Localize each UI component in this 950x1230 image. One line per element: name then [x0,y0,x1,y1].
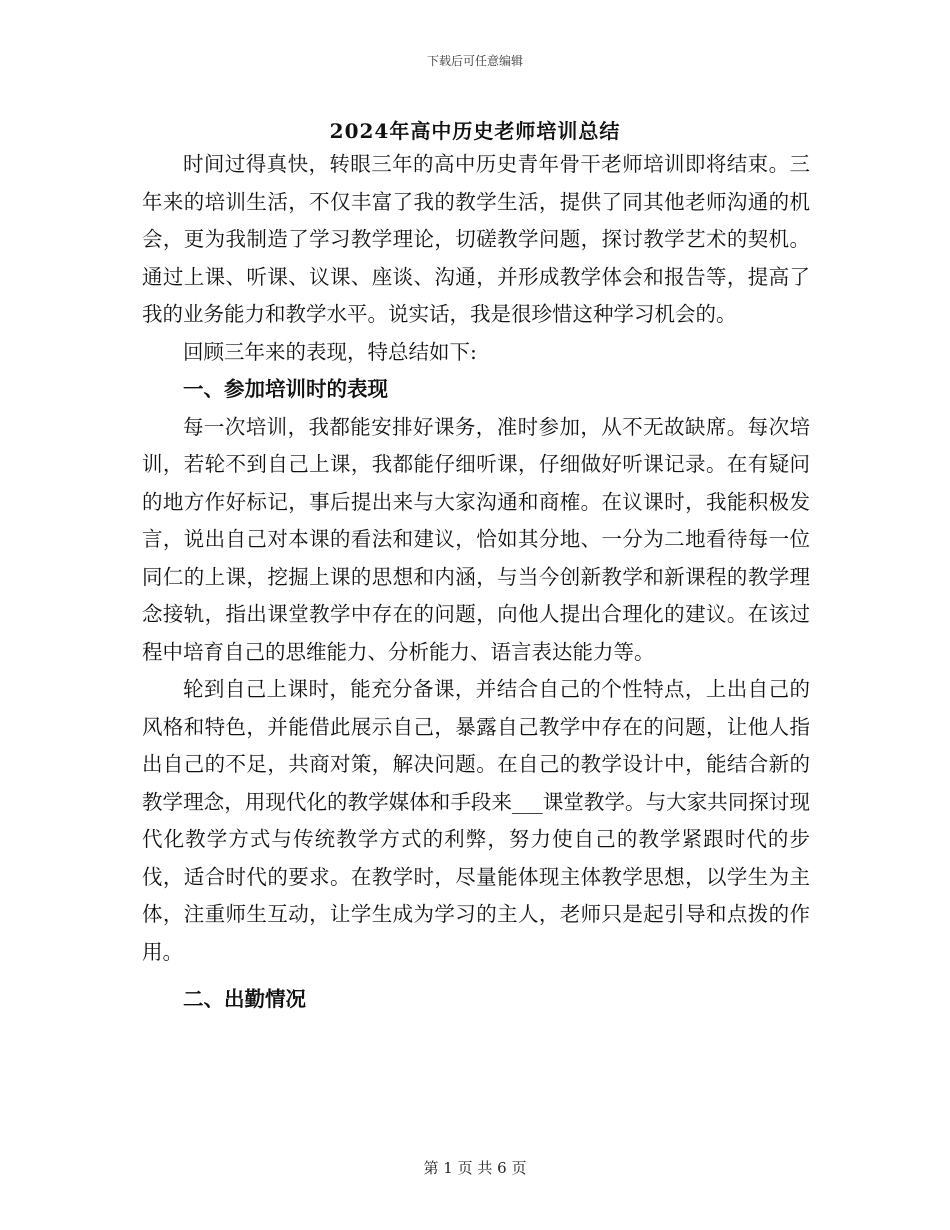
paragraph-summary-lead: 回顾三年来的表现，特总结如下: [183,339,477,364]
header-note: 下载后可任意编辑 [426,54,523,68]
page-footer: 第 1 页 共 6 页 [423,1159,527,1177]
section-heading-2: 二、出勤情况 [183,987,306,1011]
document-body [142,146,810,1019]
document-title: 2024年高中历史老师培训总结 [329,119,621,143]
paragraph-teaching-performance: 轮到自己上课时，能充分备课，并结合自己的个性特点，上出自己的风格和特色，并能借此展示自己，暴露自己教学中存在的问题，让他人指出自己的不足，共商对策，解决问题。在自己的教学设计中，能结合新的教学理念，用现代化的教学媒体和手段来___课堂教学。与大家共同探讨现代化教学方式与传统教学方式的利弊，努力使自己的教学紧跟时代的步伐，适合时代的要求。在教学时，尽量能体现主体教学思想，以学生为主体，注重师生互动，让学生成为学习的主人，老师只是起引导和点拨的作用。 [142,677,810,964]
paragraph-intro: 时间过得真快，转眼三年的高中历史青年骨干老师培训即将结束。三年来的培训生活，不仅丰富了我的教学生活，提供了同其他老师沟通的机会，更为我制造了学习教学理论，切磋教学问题，探讨教学艺术的契机。通过上课、听课、议课、座谈、沟通，并形成教学体会和报告等，提高了我的业务能力和教学水平。说实话，我是很珍惜这种学习机会的。 [142,152,810,326]
paragraph-training-performance: 每一次培训，我都能安排好课务，准时参加，从不无故缺席。每次培训，若轮不到自己上课，我都能仔细听课，仔细做好听课记录。在有疑问的地方作好标记，事后提出来与大家沟通和商榷。在议课时，我能积极发言，说出自己对本课的看法和建议，恰如其分地、一分为二地看待每一位同仁的上课，挖掘上课的思想和内涵，与当今创新教学和新课程的教学理念接轨，指出课堂教学中存在的问题，向他人提出合理化的建议。在该过程中培育自己的思维能力、分析能力、语言表达能力等。 [142,414,810,664]
section-heading-1: 一、参加培训时的表现 [183,377,388,401]
